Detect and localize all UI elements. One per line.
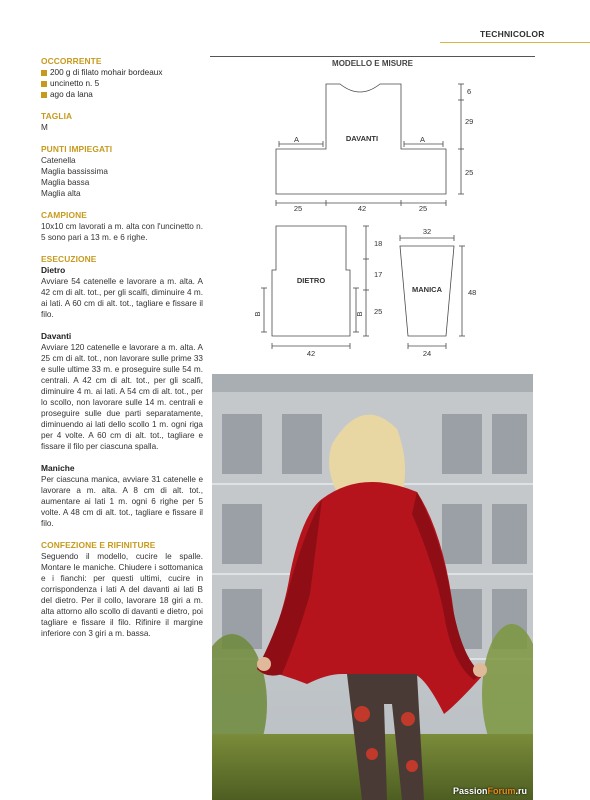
sleeve-label: MANICA [412, 285, 442, 294]
material-item: 200 g di filato mohair bordeaux [41, 67, 203, 78]
diagram-svg [210, 56, 535, 368]
davanti-text: Avviare 120 catenelle e lavorare a m. alta. A 25 cm di alt. tot., non lavorare sulle prime 33 e sulle ultime 33 m. e proseguire sulle 54 m. centrali. A 42 cm di alt. tot., per gli scalfi, diminuire 4 m. ai lati. A 54 cm di alt. tot., per lo scollo, non lavorare sulle 14 m. centrali e proseguire sulle due parti separatamente, diminuendo ai lati dello scollo 1 m. ogni riga per 4 volte. A 60 cm di alt. tot., tagliare e fissare il filo per ciascuna spalla. [41, 343, 203, 451]
campione-text: 10x10 cm lavorati a m. alta con l'uncinetto n. 5 sono pari a 13 m. e 6 righe. [41, 222, 203, 242]
dim-front-lower: 25 [465, 168, 474, 177]
header-rule [440, 42, 590, 43]
b-label-left: B [253, 311, 262, 317]
stitch-item: Maglia bassissima [41, 167, 108, 176]
dim-back-mid: 17 [374, 270, 383, 279]
bullet-square-icon [41, 81, 47, 87]
taglia-title: TAGLIA [41, 111, 73, 121]
section-header [440, 28, 590, 43]
instructions-column [41, 56, 203, 639]
occorrente-title: OCCORRENTE [41, 56, 102, 66]
confezione-text: Seguendo il modello, cucire le spalle. Montare le maniche. Chiudere i sottomanica e i fianchi: per questi ultimi, cucire in corrispondenza i lati A del davanti ai lati B del dietro. Per il collo, lavorare 18 giri a m. alta attorno allo scollo di davanti e dietro, poi tagliare e fissare il filo. Rifinire il margine inferiore con 3 giri a m. bassa. [41, 552, 203, 638]
model-photo [212, 374, 533, 800]
b-label-right: B [355, 311, 364, 317]
esecuzione-title: ESECUZIONE [41, 254, 97, 264]
stitch-item: Maglia alta [41, 189, 81, 198]
stitch-item: Catenella [41, 156, 76, 165]
dim-sleeve-len: 48 [468, 288, 477, 297]
dim-front-side-right: 25 [418, 204, 428, 213]
confezione-title: CONFEZIONE E RIFINITURE [41, 540, 156, 550]
front-label: DAVANTI [345, 134, 379, 143]
dim-sleeve-top: 32 [422, 227, 432, 236]
pattern-diagram [210, 56, 535, 368]
davanti-title: Davanti [41, 331, 72, 341]
watermark: PassionForum.ru [452, 786, 527, 796]
punti-title: PUNTI IMPIEGATI [41, 144, 113, 154]
bullet-square-icon [41, 92, 47, 98]
dim-front-side-left: 25 [293, 204, 303, 213]
taglia-value: M [41, 123, 48, 132]
stitch-item: Maglia bassa [41, 178, 90, 187]
a-label-right: A [420, 135, 426, 144]
maniche-title: Maniche [41, 463, 75, 473]
dim-front-upper: 29 [465, 117, 474, 126]
dim-front-center: 42 [357, 204, 367, 213]
dim-back-low: 25 [374, 307, 383, 316]
dietro-text: Avviare 54 catenelle e lavorare a m. alta. A 42 cm di alt. tot., per gli scalfi, diminuire 4 m. ai lati. A 60 cm di alt. tot., tagliare e fissare il filo. [41, 277, 203, 319]
material-item: uncinetto n. 5 [41, 78, 203, 89]
dim-back-top: 18 [374, 239, 383, 248]
dietro-title: Dietro [41, 265, 66, 275]
dim-back-width: 42 [306, 349, 316, 358]
campione-title: CAMPIONE [41, 210, 87, 220]
maniche-text: Per ciascuna manica, avviare 31 catenelle e lavorare a m. alta. A 8 cm di alt. tot., aumentare ai lati 1 m. ogni 6 righe per 5 volte. A 48 cm di alt. tot., tagliare e fissare il filo. [41, 475, 203, 528]
photo-illustration [212, 374, 533, 800]
back-label: DIETRO [296, 276, 326, 285]
diagram-title: MODELLO E MISURE [332, 59, 413, 68]
a-label-left: A [294, 135, 300, 144]
dim-sleeve-bottom: 24 [422, 349, 432, 358]
bullet-square-icon [41, 70, 47, 76]
dim-neck: 6 [467, 87, 472, 96]
section-title: TECHNICOLOR [480, 29, 545, 39]
material-item: ago da lana [41, 89, 203, 100]
